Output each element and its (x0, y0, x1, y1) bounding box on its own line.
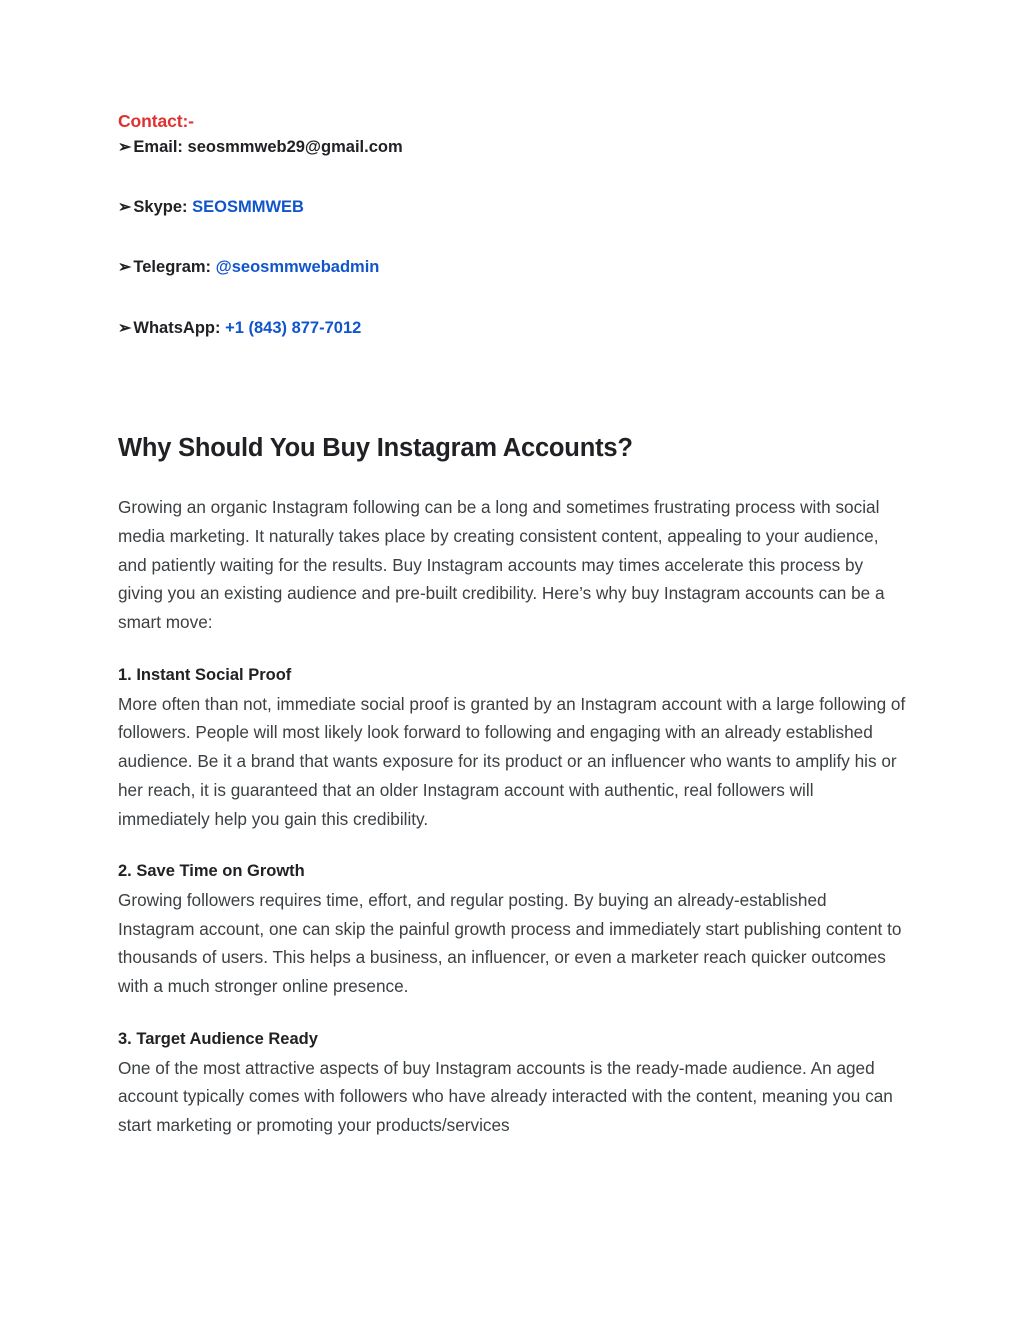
contact-block (118, 110, 906, 340)
section-paragraph: One of the most attractive aspects of buy Instagram accounts is the ready-made audience. An aged account typically comes with followers who have already interacted with the content, meaning you can start marketing or promoting your products/services (118, 1057, 893, 1136)
spacer (118, 159, 906, 196)
contact-value-skype[interactable]: SEOSMMWEB (192, 198, 304, 217)
contact-heading: Contact:- (118, 111, 194, 131)
spacer (118, 219, 906, 256)
contact-line-whatsapp (118, 317, 906, 340)
arrow-bullet-icon: ➢ (118, 199, 132, 217)
section-heading: 3. Target Audience Ready (118, 1029, 318, 1048)
contact-line-email (118, 136, 906, 159)
section-heading: 2. Save Time on Growth (118, 862, 305, 881)
contact-label-telegram: Telegram: (133, 258, 212, 277)
intro-paragraph: Growing an organic Instagram following can be a long and sometimes frustrating process with social media marketing. It naturally takes place by creating consistent content, appealing to your audience, and patiently waiting for the results. Buy Instagram accounts may times accelerate this process by giving you an existing audience and pre-built credibility. Here’s why buy Instagram accounts can be a smart move: (118, 497, 885, 633)
contact-line-telegram (118, 256, 906, 279)
contact-value-email: seosmmweb29@gmail.com (187, 137, 403, 156)
arrow-bullet-icon: ➢ (118, 138, 132, 156)
arrow-bullet-icon: ➢ (118, 259, 132, 277)
contact-label-whatsapp: WhatsApp: (133, 318, 221, 337)
spacer (118, 280, 906, 317)
section-instant-social-proof (118, 663, 906, 833)
contact-value-telegram[interactable]: @seosmmwebadmin (215, 258, 380, 277)
arrow-bullet-icon: ➢ (118, 319, 132, 337)
contact-value-whatsapp[interactable]: +1 (843) 877-7012 (225, 318, 362, 337)
contact-line-skype (118, 196, 906, 219)
section-paragraph: More often than not, immediate social proof is granted by an Instagram account with a large following of followers. People will most likely look forward to following and engaging with an already established audience. Be it a brand that wants exposure for its product or an influencer who wants to amplify his or her reach, it is guaranteed that an older Instagram account with authentic, real followers will immediately help you gain this credibility. (118, 693, 906, 829)
contact-label-email: Email: (133, 137, 183, 156)
section-heading: 1. Instant Social Proof (118, 665, 292, 684)
section-save-time-on-growth (118, 859, 906, 1001)
page-title: Why Should You Buy Instagram Accounts? (118, 434, 633, 463)
section-target-audience-ready (118, 1027, 906, 1140)
article-body (118, 432, 906, 1140)
section-paragraph: Growing followers requires time, effort, and regular posting. By buying an already-established Instagram account, one can skip the painful growth process and immediately start publishing content to thousands of users. This helps a business, an influencer, or even a marketer reach quicker outcomes with a much stronger online presence. (118, 890, 902, 997)
contact-label-skype: Skype: (133, 198, 188, 217)
